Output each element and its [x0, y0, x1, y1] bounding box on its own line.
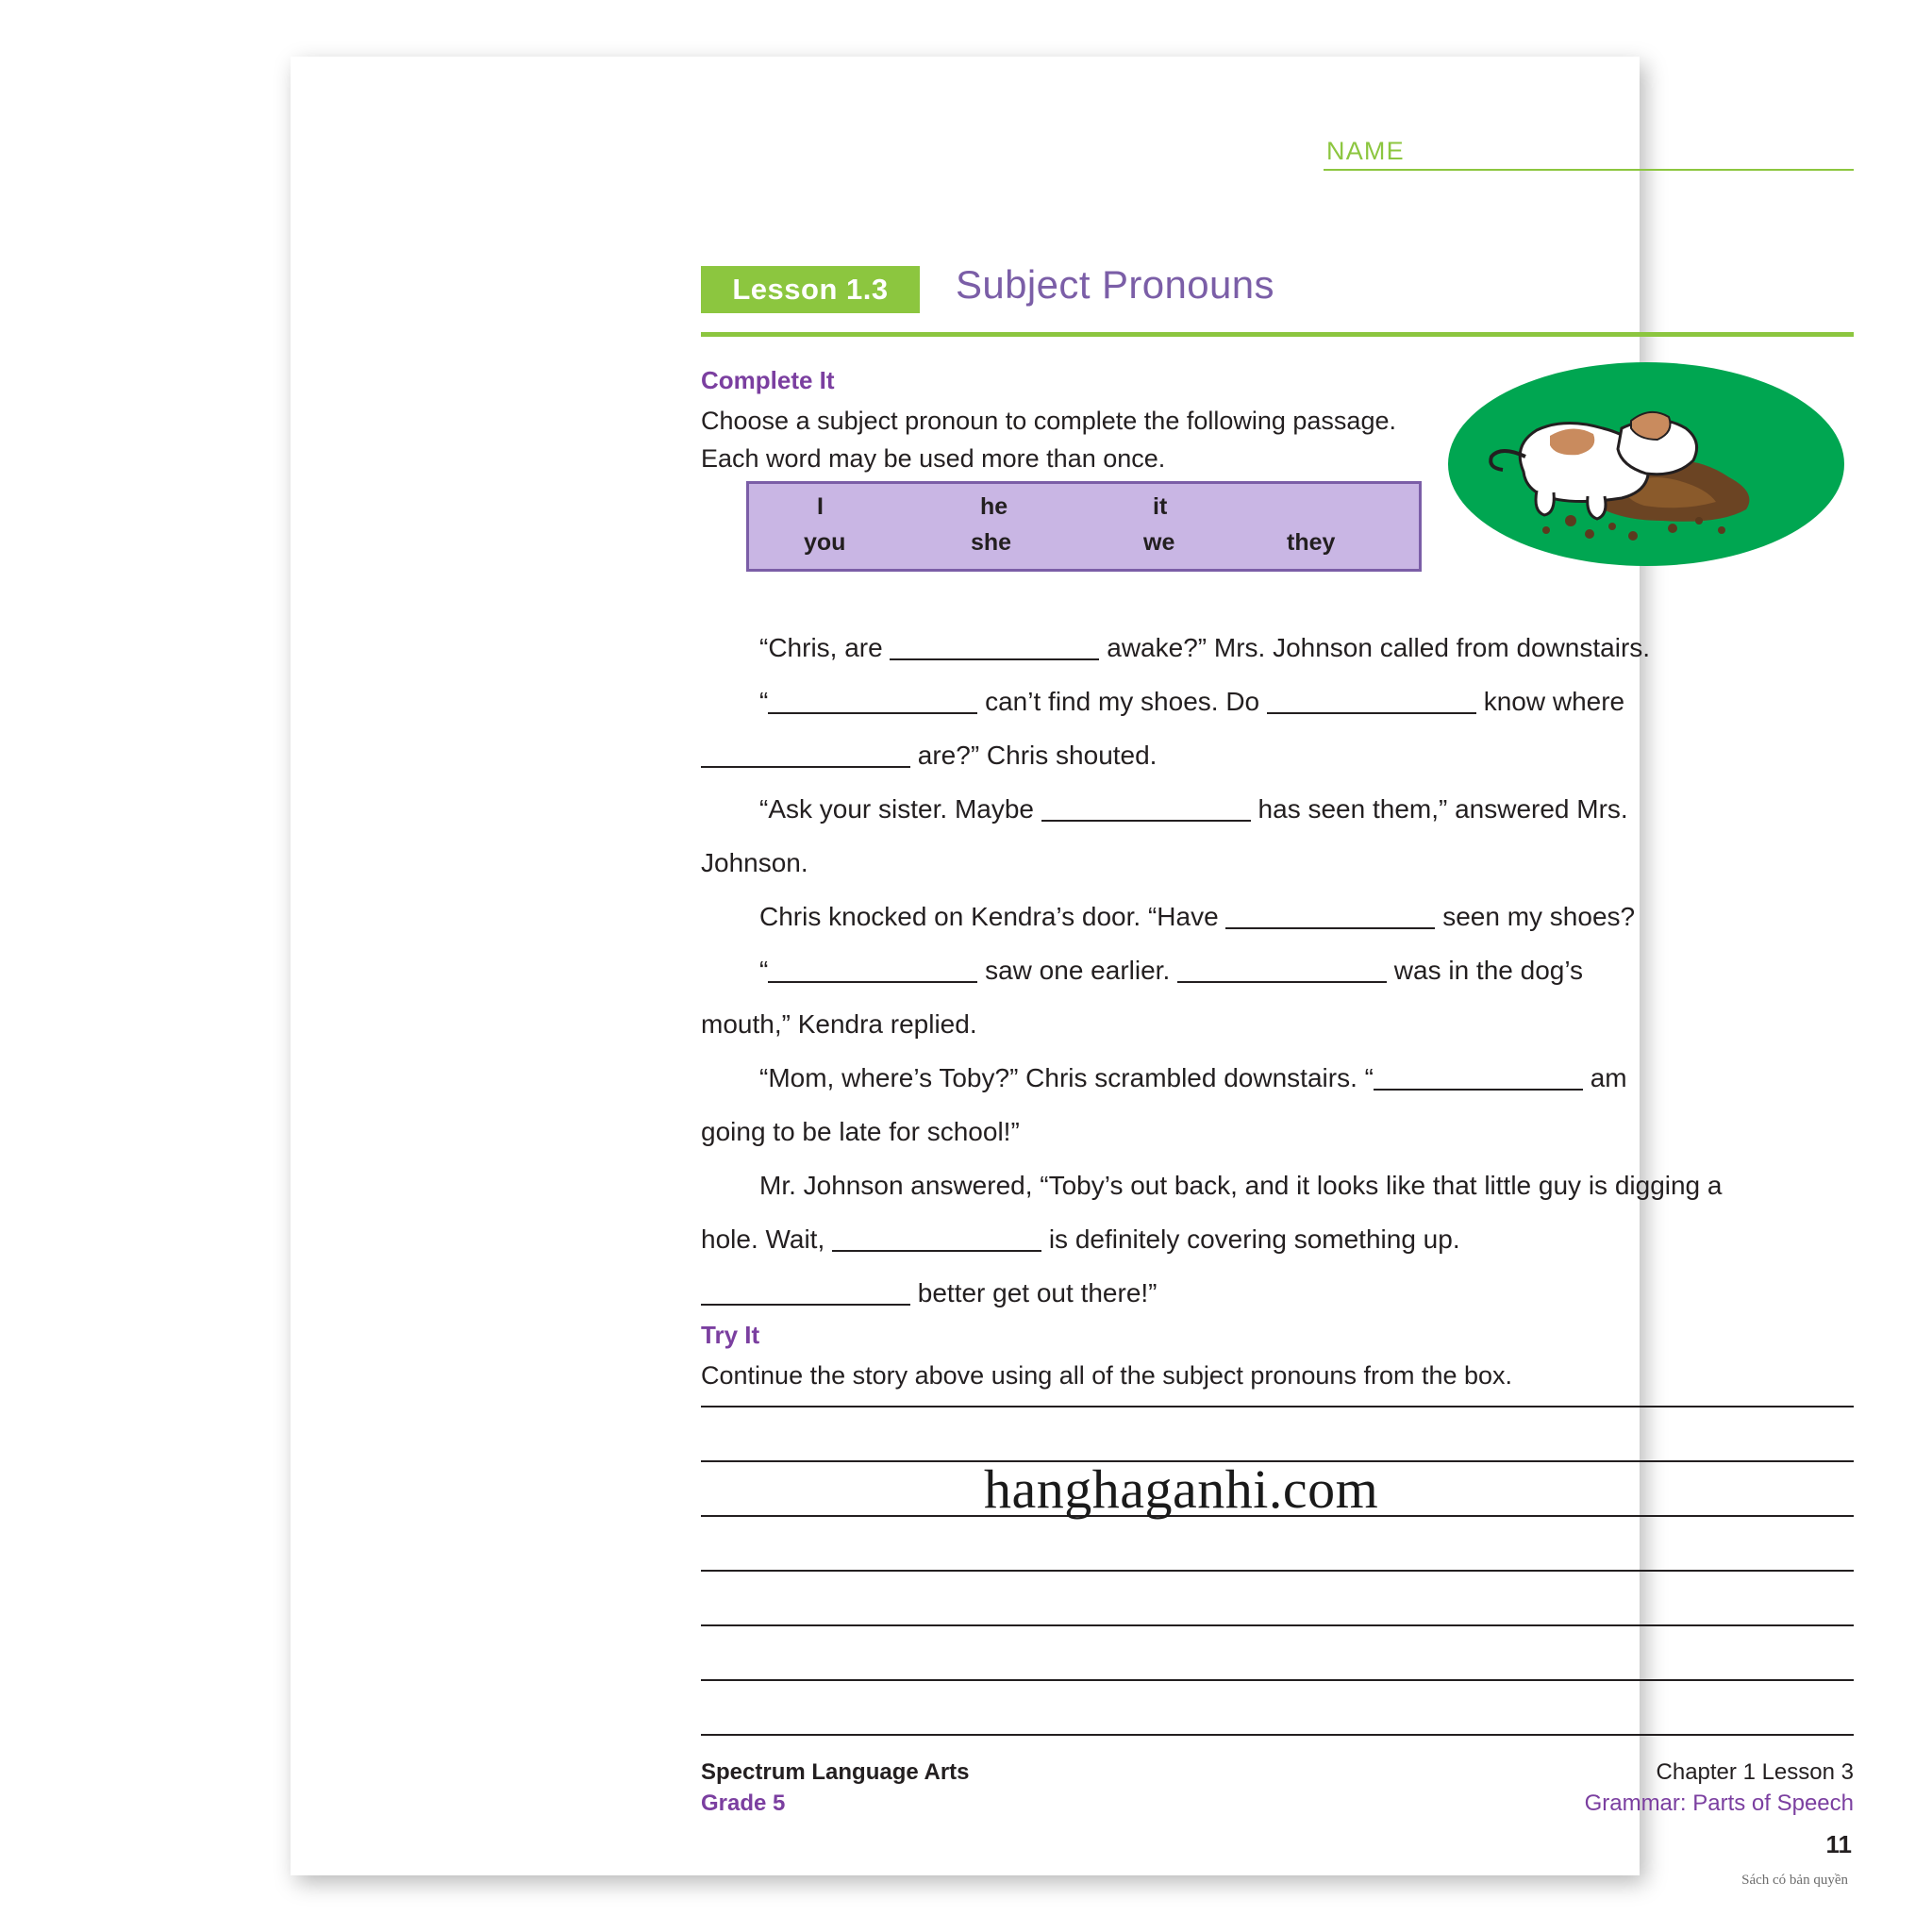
passage-text: “ [759, 956, 769, 985]
answer-write-line[interactable] [701, 1679, 1854, 1681]
complete-it-heading: Complete It [701, 366, 835, 394]
passage-text: going to be late for school!” [701, 1117, 1020, 1146]
word-bank-item-they: they [1287, 529, 1336, 556]
try-it-instructions: Continue the story above using all of the subject pronouns from the box. [701, 1361, 1513, 1390]
header-divider [701, 332, 1854, 337]
word-bank-item-you: you [804, 529, 846, 556]
answer-blank[interactable] [1041, 793, 1251, 822]
passage-text: mouth,” Kendra replied. [701, 1009, 977, 1039]
passage-line-1 [701, 621, 1854, 675]
dog-digging-illustration [1446, 358, 1847, 571]
try-it-heading: Try It [701, 1321, 760, 1349]
passage-line-2 [701, 675, 1854, 728]
answer-blank[interactable] [1374, 1062, 1583, 1091]
passage-line-3 [701, 728, 1854, 782]
passage-line-8 [701, 997, 1854, 1051]
word-bank-item-we: we [1143, 529, 1175, 556]
answer-blank[interactable] [768, 686, 977, 714]
passage-text: Johnson. [701, 848, 808, 877]
passage-text: know where [1483, 687, 1625, 716]
answer-blank[interactable] [701, 1277, 910, 1306]
passage-line-5 [701, 836, 1854, 890]
passage-text: is definitely covering something up. [1048, 1224, 1460, 1254]
word-bank-box [746, 481, 1422, 572]
answer-blank[interactable] [768, 955, 977, 983]
passage-text: better get out there!” [917, 1278, 1158, 1307]
footer-book-title: Spectrum Language Arts [701, 1759, 970, 1785]
passage-text: has seen them,” answered Mrs. [1257, 794, 1628, 824]
passage-body [701, 621, 1854, 1320]
passage-line-12 [701, 1212, 1854, 1266]
answer-blank[interactable] [701, 740, 910, 768]
footer-chapter-lesson: Chapter 1 Lesson 3 [1656, 1759, 1854, 1785]
complete-it-instructions: Choose a subject pronoun to complete the following passage. Each word may be used more than once. [701, 407, 1396, 473]
answer-blank[interactable] [890, 632, 1099, 660]
word-bank-item-she: she [971, 529, 1012, 556]
word-bank-item-it: it [1153, 493, 1168, 520]
name-label: NAME [1326, 137, 1405, 165]
passage-text: hole. Wait, [701, 1224, 825, 1254]
passage-text: Chris knocked on Kendra’s door. “Have [759, 902, 1219, 931]
passage-text: saw one earlier. [985, 956, 1171, 985]
passage-text: “Chris, are [759, 633, 883, 662]
answer-blank[interactable] [1177, 955, 1387, 983]
answer-write-line[interactable] [701, 1734, 1854, 1736]
passage-text: seen my shoes? [1442, 902, 1636, 931]
answer-blank[interactable] [1267, 686, 1476, 714]
answer-blank[interactable] [832, 1224, 1041, 1252]
passage-text: can’t find my shoes. Do [985, 687, 1260, 716]
footer-grade: Grade 5 [701, 1790, 786, 1816]
passage-line-13 [701, 1266, 1854, 1320]
word-bank-item-i: I [817, 493, 824, 520]
passage-text: awake?” Mrs. Johnson called from downstairs. [1107, 633, 1651, 662]
copyright-note: Sách có bản quyền [1741, 1873, 1848, 1888]
name-write-line[interactable] [1324, 169, 1854, 171]
answer-write-line[interactable] [701, 1570, 1854, 1572]
passage-line-6 [701, 890, 1854, 943]
passage-line-9 [701, 1051, 1854, 1105]
passage-text: was in the dog’s [1393, 956, 1584, 985]
passage-text: “ [759, 687, 769, 716]
page-number: 11 [1825, 1830, 1852, 1858]
passage-line-7 [701, 943, 1854, 997]
answer-write-line[interactable] [701, 1406, 1854, 1407]
passage-text: “Mom, where’s Toby?” Chris scrambled downstairs. “ [759, 1063, 1374, 1092]
passage-line-4 [701, 782, 1854, 836]
answer-write-line[interactable] [701, 1624, 1854, 1626]
answer-blank[interactable] [1225, 901, 1435, 929]
passage-line-11 [701, 1158, 1854, 1212]
passage-text: Mr. Johnson answered, “Toby’s out back, and it looks like that little guy is digging a [759, 1171, 1723, 1200]
word-bank-item-he: he [980, 493, 1008, 520]
passage-line-10 [701, 1105, 1854, 1158]
page-title: Subject Pronouns [956, 262, 1274, 307]
worksheet-sheet [291, 57, 1854, 1888]
lesson-badge: Lesson 1.3 [701, 266, 920, 313]
footer-topic: Grammar: Parts of Speech [1584, 1790, 1854, 1816]
passage-text: “Ask your sister. Maybe [759, 794, 1034, 824]
passage-text: am [1590, 1063, 1627, 1092]
watermark-text: hanghaganhi.com [984, 1458, 1379, 1520]
passage-text: are?” Chris shouted. [917, 741, 1158, 770]
